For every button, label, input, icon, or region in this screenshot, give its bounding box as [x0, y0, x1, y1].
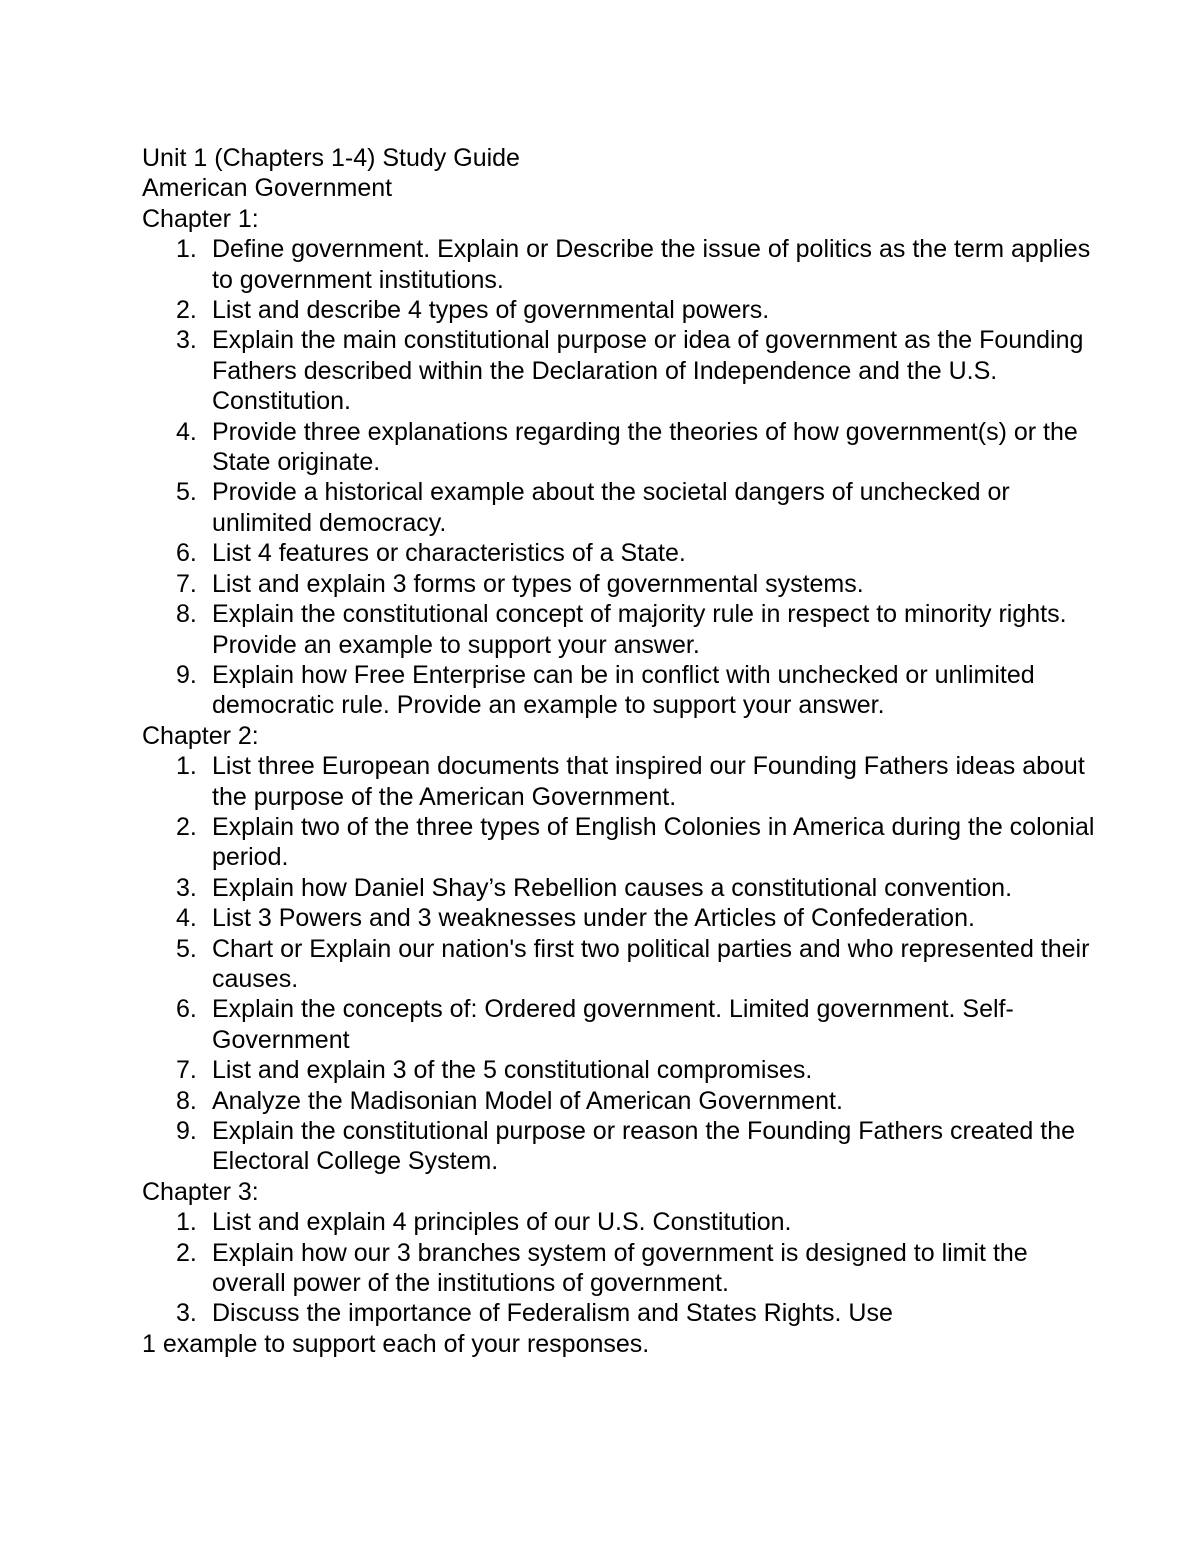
list-item — [142, 1238, 1102, 1299]
item-number: 2. — [176, 296, 197, 325]
item-number: 3. — [176, 326, 197, 355]
chapter-heading: Chapter 3: — [142, 1177, 259, 1206]
list-item — [142, 234, 1102, 295]
item-number: 1. — [176, 235, 197, 264]
list-item — [142, 417, 1102, 478]
item-number: 7. — [176, 569, 197, 598]
item-text: Explain the concepts of: Ordered government. Limited government. Self-Government — [212, 995, 1014, 1054]
list-item — [142, 1207, 1102, 1237]
item-number: 2. — [176, 1238, 197, 1267]
list-item — [142, 751, 1102, 812]
item-number: 8. — [176, 600, 197, 629]
item-text: List and describe 4 types of governmental powers. — [212, 296, 770, 325]
item-text: List 3 Powers and 3 weaknesses under the Articles of Confederation. — [212, 904, 975, 933]
item-number: 1. — [176, 752, 197, 781]
list-item — [142, 994, 1102, 1055]
item-text: List 4 features or characteristics of a State. — [212, 539, 686, 568]
item-number: 7. — [176, 1056, 197, 1085]
item-text: Provide a historical example about the societal dangers of unchecked or unlimited democracy. — [212, 478, 1010, 537]
item-number: 4. — [176, 417, 197, 446]
item-number: 6. — [176, 995, 197, 1024]
list-item — [142, 569, 1102, 599]
list-item — [142, 934, 1102, 995]
question-list — [142, 1207, 1102, 1329]
item-text: List and explain 3 forms or types of governmental systems. — [212, 569, 864, 598]
item-number: 8. — [176, 1086, 197, 1115]
list-item — [142, 1116, 1102, 1177]
item-text: Explain the constitutional concept of majority rule in respect to minority rights. Provide an example to support your answer. — [212, 600, 1067, 659]
item-text: Explain the main constitutional purpose or idea of government as the Founding Fathers described within the Declaration of Independence and the U.S. Constitution. — [212, 326, 1084, 416]
item-text: Explain two of the three types of English Colonies in America during the colonial period. — [212, 812, 1095, 872]
list-item — [142, 1055, 1102, 1085]
chapter-2-section — [142, 721, 1102, 1177]
chapter-3-section — [142, 1177, 1102, 1329]
list-item — [142, 812, 1102, 873]
item-number: 1. — [176, 1208, 197, 1237]
list-item — [142, 903, 1102, 933]
item-number: 6. — [176, 539, 197, 568]
item-text: Define government. Explain or Describe the issue of politics as the term applies to government institutions. — [212, 235, 1091, 294]
chapter-1-section — [142, 204, 1102, 721]
item-number: 3. — [176, 1299, 197, 1328]
question-list — [142, 751, 1102, 1177]
question-list — [142, 234, 1102, 721]
list-item — [142, 873, 1102, 903]
item-text: List three European documents that inspired our Founding Fathers ideas about the purpose of the American Government. — [212, 752, 1085, 811]
list-item — [142, 1086, 1102, 1116]
study-guide-page — [142, 143, 1102, 1359]
list-item — [142, 295, 1102, 325]
item-text: List and explain 3 of the 5 constitutional compromises. — [212, 1056, 813, 1085]
item-number: 3. — [176, 873, 197, 902]
item-number: 5. — [176, 934, 197, 963]
item-text: Explain how our 3 branches system of government is designed to limit the overall power of the institutions of government. — [212, 1238, 1028, 1298]
item-text: List and explain 4 principles of our U.S. Constitution. — [212, 1208, 792, 1237]
item-number: 2. — [176, 812, 197, 841]
item-number: 4. — [176, 904, 197, 933]
chapter-heading: Chapter 2: — [142, 721, 259, 750]
item-number: 5. — [176, 478, 197, 507]
list-item — [142, 660, 1102, 721]
list-item — [142, 325, 1102, 416]
document-title: Unit 1 (Chapters 1-4) Study Guide — [142, 144, 520, 172]
item-number: 9. — [176, 1117, 197, 1145]
item-number: 9. — [176, 660, 197, 689]
list-item — [142, 477, 1102, 538]
list-item — [142, 538, 1102, 568]
closing-line: 1 example to support each of your responses. — [142, 1329, 650, 1358]
list-item — [142, 1298, 1102, 1328]
item-text: Explain how Free Enterprise can be in conflict with unchecked or unlimited democratic rule. Provide an example to support your answer. — [212, 660, 1035, 720]
list-item — [142, 599, 1102, 660]
item-text: Explain the constitutional purpose or reason the Founding Fathers created the Electoral College System. — [212, 1117, 1076, 1176]
item-text: Chart or Explain our nation's first two political parties and who represented their causes. — [212, 934, 1090, 993]
item-text: Analyze the Madisonian Model of American Government. — [212, 1086, 843, 1115]
chapter-heading: Chapter 1: — [142, 204, 259, 233]
document-subtitle: American Government — [142, 174, 393, 203]
item-text: Provide three explanations regarding the theories of how government(s) or the State originate. — [212, 417, 1078, 477]
item-text: Discuss the importance of Federalism and States Rights. Use — [212, 1299, 893, 1328]
item-text: Explain how Daniel Shay’s Rebellion causes a constitutional convention. — [212, 873, 1013, 902]
